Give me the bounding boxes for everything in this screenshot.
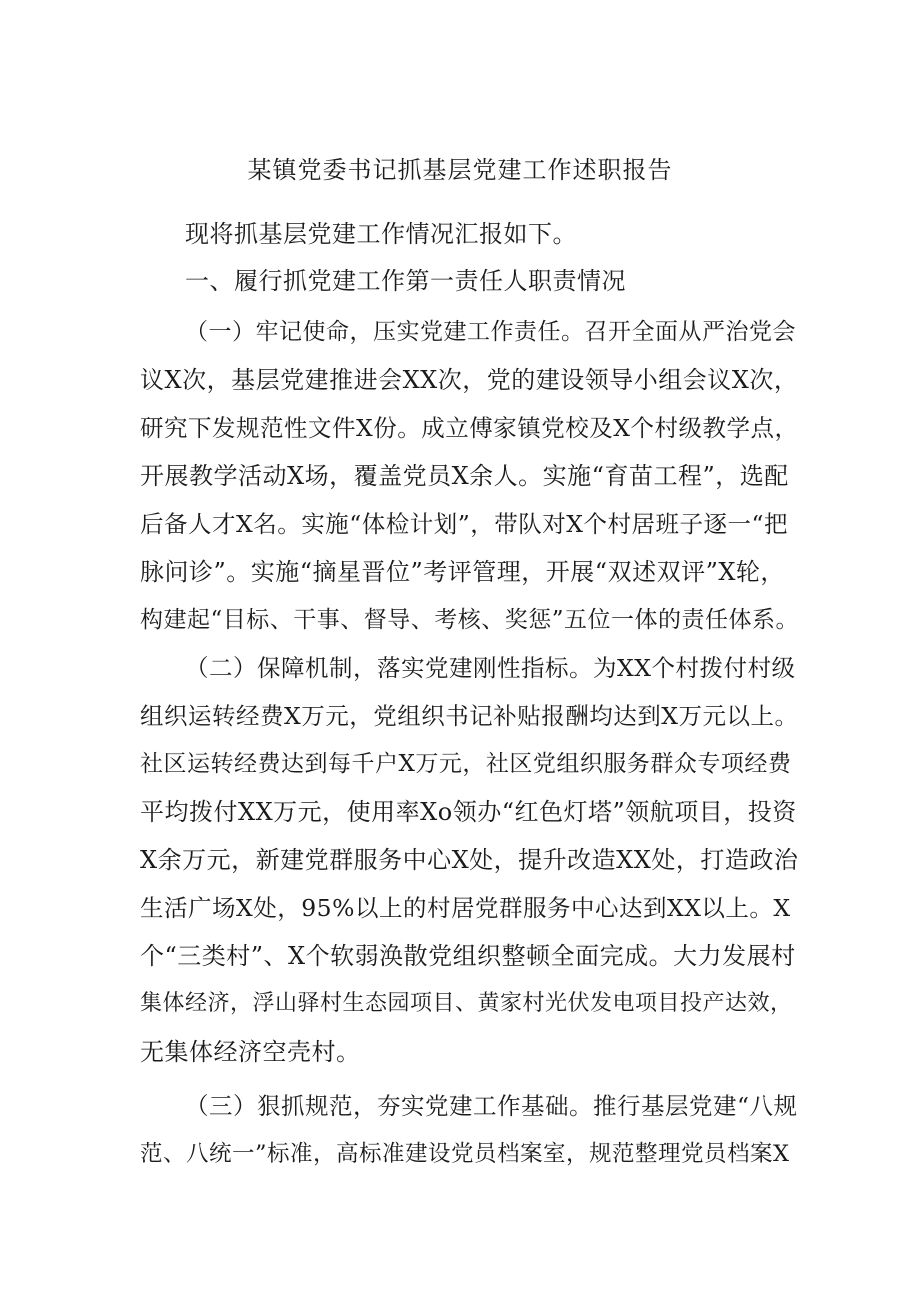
text-line-13: 平均拨付XX万元，使用率Xo领办“红色灯塔”领航项目，投资 <box>140 798 797 826</box>
text-line-10: （二）保障机制，落实党建刚性指标。为XX个村拨付村级 <box>185 654 796 682</box>
text-line-18: 无集体经济空壳村。 <box>140 1038 361 1066</box>
text-line-8: 脉问诊”。实施“摘星晋位”考评管理，开展“双述双评”X轮， <box>140 558 785 586</box>
text-line-5: 研究下发规范性文件X份。成立傅家镇党校及X个村级教学点， <box>140 414 799 442</box>
text-line-9: 构建起“目标、干事、督导、考核、奖惩”五位一体的责任体系。 <box>140 607 800 633</box>
text-line-14: X余万元，新建党群服务中心X处，提升改造XX处，打造政治 <box>140 846 799 874</box>
text-line-6: 开展教学活动X场，覆盖党员X余人。实施“育苗工程”，选配 <box>140 462 789 490</box>
section-heading-1: 一、履行抓党建工作第一责任人职责情况 <box>185 267 626 295</box>
text-line-7: 后备人才X名。实施“体检计划”，带队对X个村居班子逐一“把 <box>140 510 789 538</box>
text-line-19: （三）狠抓规范，夯实党建工作基础。推行基层党建“八规 <box>185 1092 798 1120</box>
text-line-12: 社区运转经费达到每千户X万元，社区党组织服务群众专项经费 <box>140 751 792 777</box>
text-line-20: 范、八统一”标准，高标准建设党员档案室，规范整理党员档案X <box>140 1141 790 1167</box>
text-line-4: 议X次，基层党建推进会XX次，党的建设领导小组会议X次， <box>140 366 799 394</box>
text-line-11: 组织运转经费X万元，党组织书记补贴报酬均达到X万元以上。 <box>140 702 799 730</box>
text-line-15: 生活广场X处，95%以上的村居党群服务中心达到XX以上。X <box>140 894 791 922</box>
text-line-17: 集体经济，浮山驿村生态园项目、黄家村光伏发电项目投产达效， <box>140 991 793 1016</box>
text-line-3: （一）牢记使命，压实党建工作责任。召开全面从严治党会 <box>185 319 796 345</box>
text-line-1: 现将抓基层党建工作情况汇报如下。 <box>185 220 577 248</box>
text-line-16: 个“三类村”、X个软弱涣散党组织整顿全面完成。大力发展村 <box>140 942 796 970</box>
document-title: 某镇党委书记抓基层党建工作述职报告 <box>247 156 673 184</box>
